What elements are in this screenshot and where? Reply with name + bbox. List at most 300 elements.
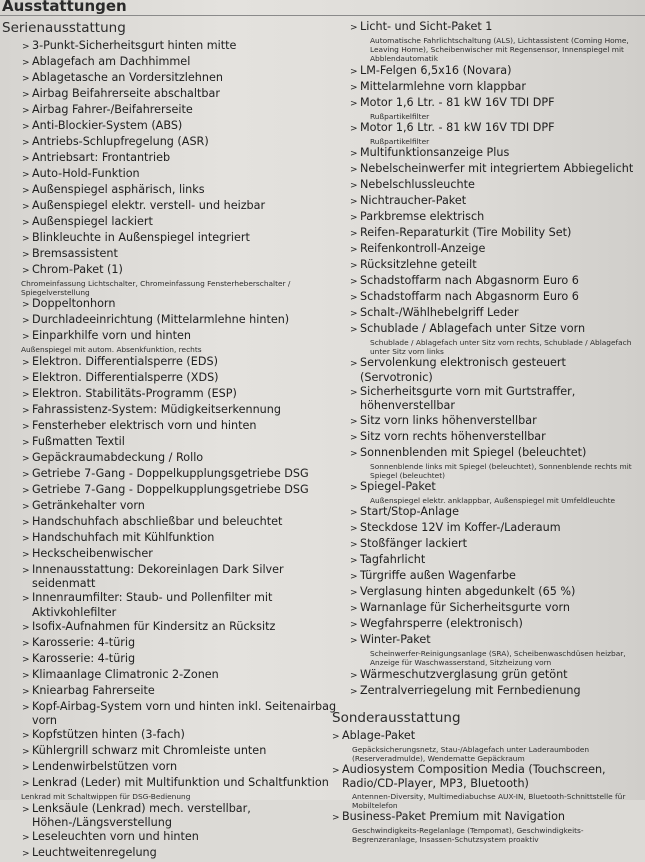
list-item-label: Schalt-/Wählhebelgriff Leder	[360, 306, 519, 320]
list-item-note: Sonnenblende links mit Spiegel (beleuchtet), Sonnenblende rechts mit Spiegel (beleuchtet)	[370, 461, 632, 480]
list-item-label: Durchladeeinrichtung (Mittelarmlehne hinten)	[32, 313, 290, 327]
bullet-arrow-icon: >	[22, 316, 30, 327]
list-item-row	[2, 183, 340, 199]
list-item-row	[2, 39, 340, 55]
list-item	[332, 763, 640, 810]
list-item-label: Getriebe 7-Gang - Doppelkupplungsgetriebe DSG	[32, 466, 309, 480]
serien-list-right	[350, 20, 640, 700]
list-item	[350, 274, 640, 290]
bullet-arrow-icon: >	[350, 123, 358, 134]
list-item-row	[2, 531, 340, 547]
list-item-note: Außenspiegel elektr. anklappbar, Außenspiegel mit Umfeldleuchte	[370, 496, 616, 506]
bullet-arrow-icon: >	[350, 636, 358, 647]
list-item-row	[2, 151, 340, 167]
bullet-arrow-icon: >	[350, 261, 358, 272]
bullet-arrow-icon: >	[350, 229, 358, 240]
bullet-arrow-icon: >	[350, 432, 358, 443]
list-item	[350, 633, 640, 667]
list-item	[350, 537, 640, 553]
list-item-label: Multifunktionsanzeige Plus	[360, 146, 510, 160]
list-item	[2, 55, 340, 71]
list-item-label: Elektron. Differentialsperre (XDS)	[32, 370, 219, 384]
list-item	[350, 585, 640, 601]
list-item-row	[350, 569, 640, 585]
list-item-label: Lenkrad (Leder) mit Multifunktion und Schaltfunktion	[32, 776, 329, 790]
list-item-label: Anti-Blockier-System (ABS)	[32, 119, 183, 132]
bullet-arrow-icon: >	[22, 202, 30, 212]
list-item	[350, 521, 640, 537]
bullet-arrow-icon: >	[350, 66, 358, 77]
list-item-row	[350, 210, 640, 226]
bullet-arrow-icon: >	[22, 804, 30, 815]
bullet-arrow-icon: >	[22, 654, 30, 665]
bullet-arrow-icon: >	[350, 309, 358, 320]
list-item-row	[2, 700, 340, 729]
list-item-row	[2, 371, 340, 387]
list-item	[2, 313, 340, 329]
bullet-arrow-icon: >	[350, 588, 358, 599]
list-item-label: Fahrassistenz-System: Müdigkeitserkennung	[32, 402, 281, 416]
list-item-row	[2, 728, 340, 744]
list-item	[2, 830, 340, 846]
list-item-row	[2, 830, 340, 846]
list-item-row	[2, 802, 340, 831]
list-item	[350, 356, 640, 385]
list-item-label: Elektron. Stabilitäts-Programm (ESP)	[32, 386, 237, 400]
list-item-row	[350, 242, 640, 258]
list-item	[2, 355, 340, 371]
list-item-label: Innenausstattung: Dekoreinlagen Dark Silver seidenmatt	[32, 562, 284, 590]
list-item-label: Leseleuchten vorn und hinten	[32, 830, 199, 844]
list-item-label: Außenspiegel asphärisch, links	[32, 183, 205, 196]
list-item	[350, 322, 640, 356]
list-item	[2, 231, 340, 247]
bullet-arrow-icon: >	[350, 483, 358, 494]
bullet-arrow-icon: >	[350, 181, 358, 192]
bullet-arrow-icon: >	[22, 421, 30, 432]
list-item-row	[2, 199, 340, 215]
list-item-row	[2, 591, 340, 620]
list-item	[2, 297, 340, 313]
list-item	[2, 403, 340, 419]
list-item	[2, 700, 340, 729]
list-item	[2, 467, 340, 483]
bullet-arrow-icon: >	[22, 469, 30, 480]
list-item-label: Reifen-Reparaturkit (Tire Mobility Set)	[360, 226, 572, 240]
bullet-arrow-icon: >	[350, 524, 358, 535]
list-item-label: Innenraumfilter: Staub- und Pollenfilter mit Aktivkohlefilter	[32, 591, 273, 619]
list-item-label: Außenspiegel elektr. verstell- und heizbar	[32, 199, 266, 212]
list-item-row	[2, 776, 340, 792]
list-item-label: Spiegel-Paket	[360, 480, 436, 494]
bullet-arrow-icon: >	[332, 766, 340, 777]
list-item-row	[2, 744, 340, 760]
bullet-arrow-icon: >	[22, 670, 30, 681]
list-item-row	[2, 71, 340, 87]
list-item-row	[350, 64, 640, 80]
list-item-note: Rußpartikelfilter	[370, 111, 430, 121]
list-item-label: Rücksitzlehne geteilt	[360, 258, 477, 272]
list-item	[2, 263, 340, 297]
list-item-row	[332, 763, 640, 792]
bullet-arrow-icon: >	[350, 213, 358, 224]
list-item-note: Antennen-Diversity, Multimediabuchse AUX-IN, Bluetooth-Schnittstelle für Mobiltelefon	[352, 791, 626, 810]
list-item	[350, 146, 640, 162]
bullet-arrow-icon: >	[22, 332, 30, 343]
list-item-label: Schublade / Ablagefach unter Sitze vorn	[360, 322, 586, 336]
list-item-label: Airbag Fahrer-/Beifahrerseite	[32, 103, 193, 116]
list-item-row	[350, 226, 640, 242]
list-item	[350, 505, 640, 521]
bullet-arrow-icon: >	[22, 779, 30, 790]
list-item-row	[2, 684, 340, 700]
list-item-row	[350, 96, 640, 112]
list-item-row	[350, 553, 640, 569]
bullet-arrow-icon: >	[22, 90, 30, 100]
list-item-row	[2, 387, 340, 403]
list-item-row	[2, 483, 340, 499]
list-item-label: Warnanlage für Sicherheitsgurte vorn	[360, 601, 570, 615]
list-item-label: Licht- und Sicht-Paket 1	[360, 20, 493, 33]
bullet-arrow-icon: >	[332, 731, 340, 742]
list-item-label: Ablagetasche an Vordersitzlehnen	[32, 71, 223, 84]
list-item	[2, 636, 340, 652]
bullet-arrow-icon: >	[350, 165, 358, 176]
list-item-label: Start/Stop-Anlage	[360, 505, 460, 519]
list-item-note: Schublade / Ablagefach unter Sitz vorn rechts, Schublade / Ablagefach unter Sitz vorn links	[370, 338, 632, 357]
list-item-label: Winter-Paket	[360, 633, 431, 647]
bullet-arrow-icon: >	[22, 565, 30, 576]
list-item-label: Schadstoffarm nach Abgasnorm Euro 6	[360, 274, 579, 288]
left-column	[2, 20, 340, 862]
list-item-label: Zentralverriegelung mit Fernbedienung	[360, 683, 581, 697]
bullet-arrow-icon: >	[350, 293, 358, 304]
list-item	[350, 194, 640, 210]
bullet-arrow-icon: >	[22, 186, 30, 196]
list-item	[2, 71, 340, 87]
list-item-label: Tagfahrlicht	[360, 553, 426, 567]
list-item-row	[2, 403, 340, 419]
list-item-label: Motor 1,6 Ltr. - 81 kW 16V TDI DPF	[360, 120, 555, 134]
bullet-arrow-icon: >	[22, 218, 30, 228]
list-item-row	[350, 258, 640, 274]
list-item-label: Audiosystem Composition Media (Touchscreen, Radio/CD-Player, MP3, Bluetooth)	[342, 763, 606, 791]
list-item	[350, 480, 640, 505]
list-item-label: Türgriffe außen Wagenfarbe	[360, 569, 516, 583]
list-item-label: Karosserie: 4-türig	[32, 635, 136, 649]
list-item-note: Automatische Fahrlichtschaltung (ALS), Lichtassistent (Coming Home, Leaving Home), Scheibenwischer mit Regensensor, Innenspiegel mit Abblendautomatik	[370, 36, 629, 64]
list-item	[2, 135, 340, 151]
bullet-arrow-icon: >	[350, 325, 358, 336]
bullet-arrow-icon: >	[22, 154, 30, 164]
bullet-arrow-icon: >	[22, 373, 30, 384]
list-item-row	[350, 146, 640, 162]
list-item-row	[2, 167, 340, 183]
list-item	[350, 414, 640, 430]
bullet-arrow-icon: >	[332, 813, 340, 824]
list-item-label: Motor 1,6 Ltr. - 81 kW 16V TDI DPF	[360, 95, 555, 109]
bullet-arrow-icon: >	[350, 98, 358, 109]
list-item	[2, 199, 340, 215]
list-item-label: Einparkhilfe vorn und hinten	[32, 329, 191, 343]
list-item	[350, 601, 640, 617]
list-item-note: Geschwindigkeits-Regelanlage (Tempomat), Geschwindigkeits-Begrenzeranlage, Insassen-Schutzsystem proaktiv	[352, 826, 584, 845]
list-item-row	[2, 467, 340, 483]
list-item-row	[2, 247, 340, 263]
list-item	[2, 183, 340, 199]
list-item-label: Nebelscheinwerfer mit integriertem Abbiegelicht	[360, 162, 634, 176]
list-item	[2, 167, 340, 183]
list-item-row	[332, 729, 640, 745]
list-item-row	[350, 162, 640, 178]
list-item-row	[350, 178, 640, 194]
list-item-row	[350, 684, 640, 700]
list-item	[350, 162, 640, 178]
bullet-arrow-icon: >	[350, 604, 358, 615]
bullet-arrow-icon: >	[350, 416, 358, 427]
bullet-arrow-icon: >	[22, 300, 30, 311]
list-item-row	[2, 329, 340, 345]
bullet-arrow-icon: >	[350, 359, 358, 370]
page-title: Ausstattungen	[2, 0, 127, 15]
list-item-label: Karosserie: 4-türig	[32, 651, 136, 665]
bullet-arrow-icon: >	[22, 389, 30, 400]
list-item-row	[2, 231, 340, 247]
list-item-row	[350, 617, 640, 633]
list-item-row	[350, 414, 640, 430]
list-item-row	[2, 563, 340, 592]
list-item-label: Außenspiegel lackiert	[32, 215, 153, 228]
list-item-row	[2, 435, 340, 451]
list-item-label: Business-Paket Premium mit Navigation	[342, 810, 566, 824]
list-item-row	[350, 633, 640, 649]
list-item	[332, 729, 640, 763]
list-item-label: Fußmatten Textil	[32, 434, 125, 448]
bullet-arrow-icon: >	[350, 82, 358, 93]
list-item	[350, 242, 640, 258]
list-item-row	[2, 135, 340, 151]
bullet-arrow-icon: >	[22, 549, 30, 560]
list-item-label: Sicherheitsgurte vorn mit Gurtstraffer, höhenverstellbar	[360, 385, 576, 413]
list-item	[350, 617, 640, 633]
list-item-label: Isofix-Aufnahmen für Kindersitz an Rücksitz	[32, 619, 276, 633]
list-item-label: Leuchtweitenregelung	[32, 846, 157, 860]
bullet-arrow-icon: >	[22, 686, 30, 697]
list-item-label: Getränkehalter vorn	[32, 498, 145, 512]
right-column	[332, 20, 640, 845]
bullet-arrow-icon: >	[22, 453, 30, 464]
list-item-label: Antriebsart: Frontantrieb	[32, 151, 171, 164]
list-item	[2, 419, 340, 435]
list-item-label: Auto-Hold-Funktion	[32, 167, 140, 180]
bullet-arrow-icon: >	[22, 405, 30, 416]
list-item-note: Lenkrad mit Schaltwippen für DSG-Bedienung	[21, 792, 191, 802]
sonder-list	[332, 729, 640, 845]
list-item	[2, 103, 340, 119]
list-item-label: Doppeltonhorn	[32, 297, 116, 311]
list-item-row	[350, 385, 640, 414]
bullet-arrow-icon: >	[22, 638, 30, 649]
list-item-label: Parkbremse elektrisch	[360, 210, 485, 224]
list-item-row	[2, 668, 340, 684]
list-item-label: Kniearbag Fahrerseite	[32, 683, 155, 697]
list-item-row	[350, 194, 640, 210]
list-item	[350, 430, 640, 446]
list-item-label: Antriebs-Schlupfregelung (ASR)	[32, 135, 209, 148]
list-item	[2, 329, 340, 354]
bullet-arrow-icon: >	[22, 170, 30, 180]
list-item	[350, 226, 640, 242]
list-item-row	[350, 80, 640, 96]
bullet-arrow-icon: >	[350, 448, 358, 459]
list-item-row	[2, 419, 340, 435]
list-item-row	[350, 322, 640, 338]
list-item-label: Lenksäule (Lenkrad) mech. verstellbar, Höhen-/Längsverstellung	[32, 801, 251, 829]
list-item-label: Handschuhfach abschließbar und beleuchtet	[32, 514, 283, 528]
list-item	[2, 802, 340, 831]
section-heading-serien: Serienausstattung	[2, 20, 126, 36]
list-item-row	[350, 537, 640, 553]
list-item	[2, 371, 340, 387]
list-item-label: 3-Punkt-Sicherheitsgurt hinten mitte	[32, 39, 237, 52]
list-item	[2, 215, 340, 231]
list-item	[350, 668, 640, 684]
bullet-arrow-icon: >	[22, 533, 30, 544]
section-heading-sonder: Sonderausstattung	[332, 709, 461, 726]
bullet-arrow-icon: >	[22, 731, 30, 742]
list-item-row	[2, 451, 340, 467]
bullet-arrow-icon: >	[350, 245, 358, 256]
list-item-row	[2, 636, 340, 652]
bullet-arrow-icon: >	[22, 58, 30, 68]
bullet-arrow-icon: >	[22, 74, 30, 84]
list-item-label: Steckdose 12V im Koffer-/Laderaum	[360, 521, 561, 535]
list-item-label: Wärmeschutzverglasung grün getönt	[360, 667, 568, 681]
list-item-label: Gepäckraumabdeckung / Rollo	[32, 450, 204, 464]
list-item	[350, 569, 640, 585]
list-item-row	[2, 55, 340, 71]
list-item-row	[2, 355, 340, 371]
list-item-label: Ablage-Paket	[342, 728, 416, 742]
list-item	[350, 258, 640, 274]
list-item	[350, 178, 640, 194]
list-item-row	[350, 121, 640, 137]
list-item	[2, 620, 340, 636]
bullet-arrow-icon: >	[350, 540, 358, 551]
bullet-arrow-icon: >	[22, 833, 30, 844]
list-item-label: Handschuhfach mit Kühlfunktion	[32, 530, 215, 544]
list-item-label: Klimaanlage Climatronic 2-Zonen	[32, 667, 219, 681]
list-item	[2, 563, 340, 592]
list-item	[2, 39, 340, 55]
list-item-label: Bremsassistent	[32, 247, 118, 260]
bullet-arrow-icon: >	[22, 122, 30, 132]
list-item-label: Nebelschlussleuchte	[360, 178, 475, 192]
list-item-row	[2, 297, 340, 313]
list-item-row	[2, 87, 340, 103]
list-item-row	[2, 215, 340, 231]
list-item	[350, 64, 640, 80]
list-item-label: Reifenkontroll-Anzeige	[360, 242, 486, 256]
list-item-label: Fensterheber elektrisch vorn und hinten	[32, 418, 257, 432]
list-item	[2, 499, 340, 515]
list-item-label: Ablagefach am Dachhimmel	[32, 55, 191, 68]
list-item	[2, 760, 340, 776]
bullet-arrow-icon: >	[350, 277, 358, 288]
list-item-row	[350, 668, 640, 684]
list-item-row	[350, 480, 640, 496]
list-item-row	[2, 547, 340, 563]
list-item-row	[350, 356, 640, 385]
list-item-label: Wegfahrsperre (elektronisch)	[360, 617, 523, 631]
list-item-note: Gepäcksicherungsnetz, Stau-/Ablagefach unter Laderaumboden (Reserveradmulde), Wendematte Gepäckraum	[352, 744, 590, 763]
list-item	[350, 684, 640, 700]
list-item-note: Scheinwerfer-Reinigungsanlage (SRA), Scheibenwaschdüsen heizbar, Anzeige für Waschwasserstand, Sitzheizung vorn	[370, 649, 626, 668]
list-item-label: Sonnenblenden mit Spiegel (beleuchtet)	[360, 445, 587, 459]
bullet-arrow-icon: >	[22, 357, 30, 368]
bullet-arrow-icon: >	[22, 106, 30, 116]
serien-list-left	[2, 39, 340, 862]
bullet-arrow-icon: >	[350, 197, 358, 208]
list-item-label: Schadstoffarm nach Abgasnorm Euro 6	[360, 290, 579, 304]
list-item	[2, 547, 340, 563]
bullet-arrow-icon: >	[22, 763, 30, 774]
list-item	[350, 80, 640, 96]
list-item-row	[350, 430, 640, 446]
list-item-row	[350, 601, 640, 617]
list-item	[350, 290, 640, 306]
list-item-label: Verglasung hinten abgedunkelt (65 %)	[360, 585, 576, 599]
list-item	[2, 684, 340, 700]
list-item-row	[350, 306, 640, 322]
list-item-row	[350, 446, 640, 462]
list-item	[2, 531, 340, 547]
bullet-arrow-icon: >	[22, 266, 30, 276]
list-item-row	[332, 810, 640, 826]
list-item-label: Stoßfänger lackiert	[360, 537, 467, 551]
sonder-section	[332, 710, 640, 845]
bullet-arrow-icon: >	[22, 702, 30, 713]
list-item-label: Kopfstützen hinten (3-fach)	[32, 728, 185, 742]
bullet-arrow-icon: >	[22, 42, 30, 52]
list-item	[2, 247, 340, 263]
list-item-note: Rußpartikelfilter	[370, 136, 430, 146]
list-item-note: Außenspiegel mit autom. Absenkfunktion, rechts	[21, 345, 202, 355]
list-item	[2, 151, 340, 167]
bullet-arrow-icon: >	[22, 501, 30, 512]
list-item-row	[350, 505, 640, 521]
list-item-label: Kopf-Airbag-System vorn und hinten inkl. Seitenairbag vorn	[32, 699, 337, 728]
list-item-label: Nichtraucher-Paket	[360, 194, 467, 208]
bullet-arrow-icon: >	[22, 594, 30, 605]
list-item	[332, 810, 640, 844]
list-item-row	[2, 119, 340, 135]
list-item	[2, 652, 340, 668]
list-item-row	[2, 652, 340, 668]
list-item-row	[2, 313, 340, 329]
list-item-row	[2, 499, 340, 515]
bullet-arrow-icon: >	[350, 620, 358, 631]
bullet-arrow-icon: >	[22, 234, 30, 244]
list-item	[350, 553, 640, 569]
list-item-row	[2, 263, 340, 279]
bullet-arrow-icon: >	[22, 747, 30, 758]
list-item	[2, 387, 340, 403]
bullet-arrow-icon: >	[350, 388, 358, 399]
list-item	[2, 591, 340, 620]
list-item-row	[350, 20, 640, 36]
list-item	[2, 483, 340, 499]
